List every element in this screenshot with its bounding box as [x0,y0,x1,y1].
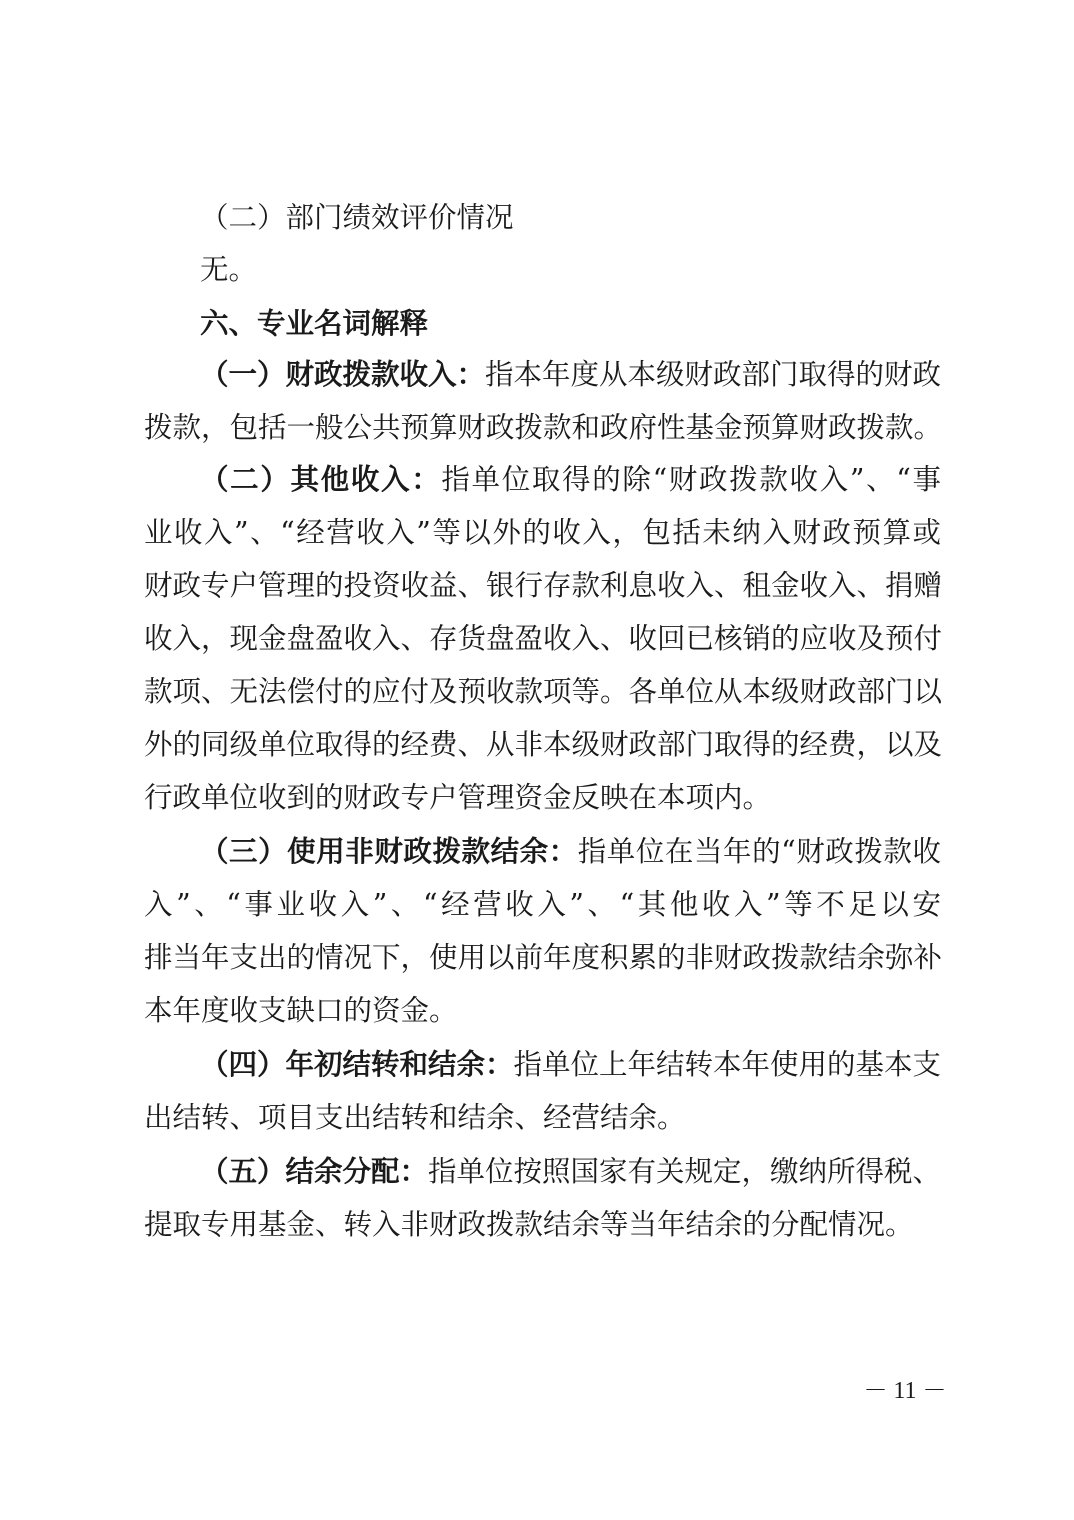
glossary-definition: 拨款，包括一般公共预算财政拨款和政府性基金预算财政拨款。 [144,411,943,444]
glossary-definition: 入”、“事业收入”、“经营收入”、“其他收入”等不足以安 [144,888,941,921]
glossary-item-2-line-5 [144,672,941,712]
glossary-definition: 业收入”、“经营收入”等以外的收入，包括未纳入财政预算或 [144,516,941,549]
glossary-definition: 指单位取得的除“财政拨款收入”、“事 [441,463,941,496]
glossary-definition: 指本年度从本级财政部门取得的财政 [485,358,942,391]
subsection-body [200,250,941,290]
glossary-definition: 指单位在当年的“财政拨款收 [577,835,941,868]
page-number: － 11 － [863,1378,947,1404]
glossary-item-3-line-1 [200,832,941,872]
glossary-item-1-line-2 [144,408,941,448]
glossary-definition: 外的同级单位取得的经费、从非本级财政部门取得的经费，以及 [144,728,943,761]
glossary-definition: 款项、无法偿付的应付及预收款项等。各单位从本级财政部门以 [144,675,943,708]
glossary-definition: 出结转、项目支出结转和结余、经营结余。 [144,1101,686,1134]
glossary-term: （四）年初结转和结余： [200,1048,514,1081]
subsection-heading-performance-evaluation [200,198,941,238]
glossary-item-2-line-1 [200,460,941,500]
glossary-item-4-line-1 [200,1045,941,1085]
glossary-definition: 本年度收支缺口的资金。 [144,994,458,1027]
subsection-body-text: 无。 [200,253,258,286]
glossary-item-2-line-6 [144,725,941,765]
glossary-item-3-line-3 [144,938,941,978]
glossary-item-1-line-1 [200,355,941,395]
glossary-item-4-line-2 [144,1098,941,1138]
glossary-definition: 指单位上年结转本年使用的基本支 [513,1048,942,1081]
glossary-definition: 收入，现金盘盈收入、存货盘盈收入、收回已核销的应收及预付 [144,622,943,655]
section-heading-glossary [200,304,941,344]
glossary-definition: 行政单位收到的财政专户管理资金反映在本项内。 [144,781,772,814]
glossary-term: （二）其他收入： [200,463,442,496]
glossary-definition: 提取专用基金、转入非财政拨款结余等当年结余的分配情况。 [144,1208,914,1241]
glossary-term: （一）财政拨款收入： [200,358,486,391]
glossary-definition: 指单位按照国家有关规定，缴纳所得税、 [428,1155,942,1188]
glossary-item-3-line-4 [144,991,941,1031]
glossary-definition: 财政专户管理的投资收益、银行存款利息收入、租金收入、捐赠 [144,569,943,602]
glossary-item-5-line-2 [144,1205,941,1245]
glossary-item-2-line-4 [144,619,941,659]
glossary-item-2-line-3 [144,566,941,606]
glossary-item-3-line-2 [144,885,941,925]
glossary-item-5-line-1 [200,1152,941,1192]
glossary-term: （五）结余分配： [200,1155,429,1188]
glossary-definition: 排当年支出的情况下，使用以前年度积累的非财政拨款结余弥补 [144,941,943,974]
glossary-item-2-line-2 [144,513,941,553]
subsection-heading-text: （二）部门绩效评价情况 [200,201,514,234]
glossary-item-2-line-7 [144,778,941,818]
glossary-term: （三）使用非财政拨款结余： [200,835,578,868]
section-heading-text: 六、专业名词解释 [200,307,429,340]
